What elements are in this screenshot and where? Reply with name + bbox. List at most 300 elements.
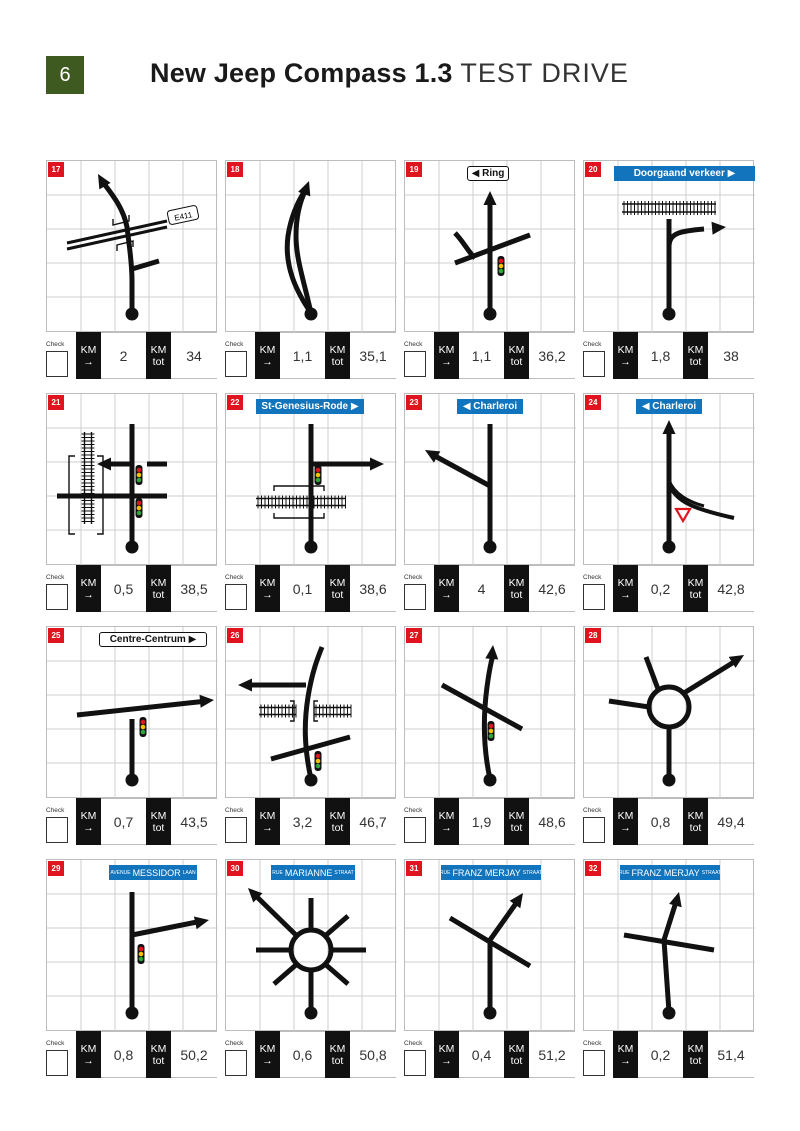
- route-card-22: [225, 393, 396, 612]
- tot-label: tot: [689, 821, 702, 834]
- km-label: KM: [329, 809, 346, 822]
- check-box[interactable]: [404, 1050, 426, 1076]
- road: [256, 896, 297, 936]
- km-total-label: [146, 1031, 171, 1078]
- route-card-23: [404, 393, 575, 612]
- road-map: [47, 394, 218, 566]
- direction-sign: [620, 865, 720, 880]
- km-label: KM: [150, 343, 167, 356]
- route-diagram: [46, 160, 217, 332]
- arrow-icon: →: [620, 1054, 631, 1067]
- check-box[interactable]: [46, 817, 68, 843]
- check-label: Check: [225, 807, 244, 814]
- direction-sign: [109, 865, 197, 880]
- km-label: KM: [259, 576, 276, 589]
- traffic-light-amber: [137, 473, 142, 478]
- arrow-head: [484, 191, 497, 205]
- roundabout: [649, 687, 689, 727]
- sign-text: ◀ Ring: [471, 168, 505, 179]
- route-card-17: [46, 160, 217, 379]
- direction-sign: [256, 399, 364, 414]
- distance-row: [46, 1031, 217, 1078]
- distance-row: [583, 332, 754, 379]
- km-label: KM: [687, 576, 704, 589]
- step-number: 17: [48, 162, 64, 177]
- road: [664, 940, 669, 1012]
- tot-label: tot: [510, 588, 523, 601]
- direction-sign: [636, 399, 702, 414]
- sign-text: MESSIDOR: [132, 867, 181, 878]
- arrow-icon: →: [262, 588, 273, 601]
- sign-text: Centre-Centrum ▶: [109, 634, 197, 645]
- km-step-label: [76, 332, 101, 379]
- traffic-light-amber: [316, 473, 321, 478]
- step-number: 25: [48, 628, 64, 643]
- arrow-icon: →: [441, 1054, 452, 1067]
- road: [684, 662, 734, 693]
- route-diagram: [225, 859, 396, 1031]
- traffic-light-red: [499, 259, 504, 264]
- km-label: KM: [259, 343, 276, 356]
- arrow-head: [370, 458, 384, 471]
- road-map: [584, 161, 755, 333]
- traffic-light-red: [141, 720, 146, 725]
- direction-sign: [99, 632, 207, 647]
- km-total-label: [504, 1031, 529, 1078]
- km-total-label: [325, 565, 350, 612]
- route-card-24: [583, 393, 754, 612]
- km-step-value: 1,1: [280, 332, 325, 379]
- arrow-head: [238, 679, 252, 692]
- start-point: [305, 541, 318, 554]
- arrow-icon: →: [83, 1054, 94, 1067]
- traffic-light-red: [316, 468, 321, 473]
- km-total-value: 48,6: [529, 798, 575, 845]
- km-total-label: [504, 565, 529, 612]
- km-label: KM: [150, 1042, 167, 1055]
- road: [490, 902, 517, 940]
- arrow-head: [485, 645, 498, 660]
- km-total-label: [146, 332, 171, 379]
- route-card-21: [46, 393, 217, 612]
- km-total-value: 38,5: [171, 565, 217, 612]
- km-label: KM: [617, 576, 634, 589]
- km-step-value: 1,9: [459, 798, 504, 845]
- step-number: 31: [406, 861, 422, 876]
- arrow-icon: →: [262, 1054, 273, 1067]
- check-box[interactable]: [46, 584, 68, 610]
- arrow-icon: →: [620, 355, 631, 368]
- traffic-light-red: [139, 947, 144, 952]
- check-label: Check: [46, 807, 65, 814]
- km-step-value: 0,5: [101, 565, 146, 612]
- km-total-label: [683, 565, 708, 612]
- traffic-light-amber: [489, 729, 494, 734]
- route-card-27: [404, 626, 575, 845]
- km-total-value: 46,7: [350, 798, 396, 845]
- road-map: [226, 394, 397, 566]
- sign-prefix: RUE: [272, 869, 283, 876]
- arrow-icon: →: [83, 355, 94, 368]
- tot-label: tot: [510, 355, 523, 368]
- check-label: Check: [583, 574, 602, 581]
- km-step-label: [255, 1031, 280, 1078]
- route-card-19: [404, 160, 575, 379]
- check-label: Check: [404, 341, 423, 348]
- road: [664, 902, 676, 940]
- km-label: KM: [80, 343, 97, 356]
- arrow-icon: →: [441, 355, 452, 368]
- sign-prefix: AVENUE: [110, 869, 131, 876]
- km-label: KM: [259, 809, 276, 822]
- arrow-icon: →: [83, 821, 94, 834]
- traffic-light-red: [316, 754, 321, 759]
- road-map: [47, 161, 218, 333]
- km-label: KM: [438, 1042, 455, 1055]
- km-label: KM: [508, 1042, 525, 1055]
- check-label: Check: [583, 807, 602, 814]
- direction-sign: [441, 865, 541, 880]
- start-point: [305, 1007, 318, 1020]
- check-box[interactable]: [225, 584, 247, 610]
- check-label: Check: [404, 807, 423, 814]
- km-total-label: [683, 798, 708, 845]
- route-diagram: [46, 393, 217, 565]
- tot-label: tot: [689, 1054, 702, 1067]
- sign-text: FRANZ MERJAY: [631, 867, 700, 878]
- distance-row: [225, 798, 396, 845]
- road-map: [405, 161, 576, 333]
- check-box[interactable]: [225, 817, 247, 843]
- km-label: KM: [329, 343, 346, 356]
- check-box[interactable]: [583, 1050, 605, 1076]
- route-card-20: [583, 160, 754, 379]
- km-label: KM: [150, 809, 167, 822]
- start-point: [126, 541, 139, 554]
- km-step-value: 2: [101, 332, 146, 379]
- km-label: KM: [617, 1042, 634, 1055]
- km-total-value: 34: [171, 332, 217, 379]
- km-label: KM: [329, 1042, 346, 1055]
- exit-road: [609, 701, 649, 707]
- km-step-label: [613, 332, 638, 379]
- route-card-29: [46, 859, 217, 1078]
- traffic-light-green: [489, 734, 494, 739]
- km-label: KM: [80, 576, 97, 589]
- start-point: [126, 308, 139, 321]
- traffic-light-amber: [316, 759, 321, 764]
- direction-sign: [467, 166, 509, 181]
- step-number: 21: [48, 395, 64, 410]
- tot-label: tot: [152, 588, 165, 601]
- traffic-light-green: [139, 957, 144, 962]
- arrow-icon: →: [620, 821, 631, 834]
- tot-label: tot: [510, 821, 523, 834]
- km-label: KM: [259, 1042, 276, 1055]
- km-total-value: 43,5: [171, 798, 217, 845]
- check-label: Check: [583, 341, 602, 348]
- page-title-model: New Jeep Compass 1.3: [150, 58, 453, 88]
- traffic-light-amber: [139, 952, 144, 957]
- tot-label: tot: [689, 588, 702, 601]
- route-diagram: [583, 859, 754, 1031]
- km-total-label: [325, 798, 350, 845]
- distance-row: [404, 565, 575, 612]
- route-card-26: [225, 626, 396, 845]
- km-total-label: [146, 798, 171, 845]
- direction-sign: [457, 399, 523, 414]
- km-total-label: [504, 332, 529, 379]
- distance-row: [225, 1031, 396, 1078]
- km-label: KM: [617, 809, 634, 822]
- arrow-icon: →: [262, 821, 273, 834]
- motorway-label: E411: [173, 210, 194, 223]
- traffic-light-green: [141, 730, 146, 735]
- km-step-label: [76, 565, 101, 612]
- check-box[interactable]: [404, 351, 426, 377]
- km-total-label: [146, 565, 171, 612]
- side-road: [455, 233, 475, 258]
- cross-road: [624, 935, 714, 950]
- route-diagram: [583, 393, 754, 565]
- distance-row: [404, 798, 575, 845]
- road-map: [47, 627, 218, 799]
- yield-sign-icon: [676, 509, 690, 521]
- road-map: [405, 627, 576, 799]
- distance-row: [404, 332, 575, 379]
- check-box[interactable]: [404, 584, 426, 610]
- km-step-value: 4: [459, 565, 504, 612]
- km-total-value: 42,8: [708, 565, 754, 612]
- check-label: Check: [225, 574, 244, 581]
- km-step-label: [76, 1031, 101, 1078]
- step-number: 23: [406, 395, 422, 410]
- km-label: KM: [438, 576, 455, 589]
- start-point: [484, 774, 497, 787]
- km-step-label: [613, 565, 638, 612]
- sign-text: MARIANNE: [284, 867, 333, 878]
- check-label: Check: [583, 1040, 602, 1047]
- check-label: Check: [225, 341, 244, 348]
- page-title-subtitle: TEST DRIVE: [460, 58, 629, 88]
- check-label: Check: [225, 1040, 244, 1047]
- tot-label: tot: [510, 1054, 523, 1067]
- start-point: [663, 541, 676, 554]
- route-diagram: [404, 626, 575, 798]
- check-box[interactable]: [583, 351, 605, 377]
- distance-row: [583, 565, 754, 612]
- sign-text: ◀ Charleroi: [641, 401, 697, 412]
- km-step-value: 0,6: [280, 1031, 325, 1078]
- traffic-light-green: [499, 269, 504, 274]
- check-label: Check: [46, 341, 65, 348]
- traffic-light-amber: [141, 725, 146, 730]
- traffic-light-red: [137, 501, 142, 506]
- start-point: [484, 541, 497, 554]
- road-map: [584, 394, 755, 566]
- page-number-badge: [46, 56, 84, 94]
- check-label: Check: [46, 574, 65, 581]
- km-label: KM: [438, 809, 455, 822]
- km-total-value: 51,2: [529, 1031, 575, 1078]
- route-diagram: [404, 160, 575, 332]
- start-point: [484, 1007, 497, 1020]
- traffic-light-green: [137, 478, 142, 483]
- traffic-light-green: [316, 478, 321, 483]
- km-step-value: 0,7: [101, 798, 146, 845]
- route-diagram: [404, 859, 575, 1031]
- tot-label: tot: [152, 355, 165, 368]
- km-step-label: [76, 798, 101, 845]
- sign-suffix: STRAAT: [522, 869, 543, 876]
- km-label: KM: [508, 809, 525, 822]
- sign-suffix: STRAAT: [701, 869, 722, 876]
- km-total-value: 49,4: [708, 798, 754, 845]
- km-step-label: [255, 565, 280, 612]
- route-diagram: [225, 160, 396, 332]
- km-step-label: [255, 798, 280, 845]
- tot-label: tot: [689, 355, 702, 368]
- check-box[interactable]: [225, 1050, 247, 1076]
- traffic-light-red: [489, 724, 494, 729]
- distance-row: [583, 798, 754, 845]
- distance-row: [46, 565, 217, 612]
- km-step-label: [434, 1031, 459, 1078]
- km-total-label: [325, 1031, 350, 1078]
- route-card-30: [225, 859, 396, 1078]
- check-box[interactable]: [583, 817, 605, 843]
- km-step-label: [434, 332, 459, 379]
- km-label: KM: [508, 343, 525, 356]
- arrow-icon: →: [620, 588, 631, 601]
- step-number: 29: [48, 861, 64, 876]
- road-map: [584, 627, 755, 799]
- km-label: KM: [80, 809, 97, 822]
- step-number: 19: [406, 162, 422, 177]
- road: [484, 655, 493, 779]
- km-step-value: 0,1: [280, 565, 325, 612]
- sign-text: St-Genesius-Rode ▶: [261, 401, 359, 412]
- arrow-head: [194, 917, 209, 930]
- sign-suffix: LAAN: [182, 869, 196, 876]
- check-label: Check: [46, 1040, 65, 1047]
- cross-road: [77, 701, 207, 715]
- page-title: [150, 58, 629, 89]
- km-total-value: 35,1: [350, 332, 396, 379]
- km-total-value: 38: [708, 332, 754, 379]
- arrow-icon: →: [262, 355, 273, 368]
- arrow-icon: →: [441, 821, 452, 834]
- step-number: 26: [227, 628, 243, 643]
- sign-text: ◀ Charleroi: [462, 401, 518, 412]
- route-diagram: [583, 626, 754, 798]
- traffic-light-green: [316, 764, 321, 769]
- step-number: 20: [585, 162, 601, 177]
- direction-sign: [614, 166, 755, 181]
- sign-text: Doorgaand verkeer ▶: [633, 168, 736, 179]
- km-total-label: [683, 1031, 708, 1078]
- start-point: [484, 308, 497, 321]
- check-label: Check: [404, 574, 423, 581]
- start-point: [663, 774, 676, 787]
- arrow-icon: →: [83, 588, 94, 601]
- route-card-31: [404, 859, 575, 1078]
- arrow-head: [663, 420, 676, 434]
- step-number: 30: [227, 861, 243, 876]
- road: [435, 456, 490, 486]
- direction-sign: [271, 865, 355, 880]
- traffic-light-green: [137, 511, 142, 516]
- traffic-light-amber: [137, 506, 142, 511]
- distance-row: [225, 565, 396, 612]
- traffic-light-amber: [499, 264, 504, 269]
- route-diagram: [225, 626, 396, 798]
- distance-row: [225, 332, 396, 379]
- road-map: [584, 860, 755, 1032]
- arrow-icon: →: [441, 588, 452, 601]
- km-step-value: 1,8: [638, 332, 683, 379]
- step-number: 22: [227, 395, 243, 410]
- start-point: [305, 308, 318, 321]
- km-label: KM: [617, 343, 634, 356]
- sign-prefix: RUE: [439, 869, 451, 876]
- page-number: 6: [59, 63, 71, 86]
- start-point: [663, 308, 676, 321]
- km-label: KM: [687, 809, 704, 822]
- route-diagram: [404, 393, 575, 565]
- km-step-label: [613, 798, 638, 845]
- step-number: 28: [585, 628, 601, 643]
- km-total-value: 51,4: [708, 1031, 754, 1078]
- check-box[interactable]: [46, 1050, 68, 1076]
- route-card-28: [583, 626, 754, 845]
- route-diagram: [46, 626, 217, 798]
- route-diagram: [225, 393, 396, 565]
- route-card-25: [46, 626, 217, 845]
- km-step-label: [434, 565, 459, 612]
- distance-row: [46, 798, 217, 845]
- km-label: KM: [438, 343, 455, 356]
- km-step-value: 0,2: [638, 565, 683, 612]
- check-label: Check: [404, 1040, 423, 1047]
- km-total-label: [683, 332, 708, 379]
- km-total-label: [504, 798, 529, 845]
- arrow-head: [711, 222, 726, 235]
- km-label: KM: [687, 343, 704, 356]
- distance-row: [583, 1031, 754, 1078]
- bridge-bracket: [274, 486, 324, 491]
- sign-text: FRANZ MERJAY: [452, 867, 521, 878]
- km-label: KM: [329, 576, 346, 589]
- check-box[interactable]: [225, 351, 247, 377]
- check-box[interactable]: [404, 817, 426, 843]
- km-step-label: [434, 798, 459, 845]
- distance-row: [404, 1031, 575, 1078]
- start-point: [305, 774, 318, 787]
- start-point: [126, 1007, 139, 1020]
- check-box[interactable]: [46, 351, 68, 377]
- route-card-18: [225, 160, 396, 379]
- check-box[interactable]: [583, 584, 605, 610]
- road-map: [405, 860, 576, 1032]
- km-total-value: 38,6: [350, 565, 396, 612]
- km-step-value: 0,2: [638, 1031, 683, 1078]
- arrow-head: [199, 695, 214, 708]
- start-point: [663, 1007, 676, 1020]
- step-number: 32: [585, 861, 601, 876]
- km-step-label: [255, 332, 280, 379]
- tot-label: tot: [331, 821, 344, 834]
